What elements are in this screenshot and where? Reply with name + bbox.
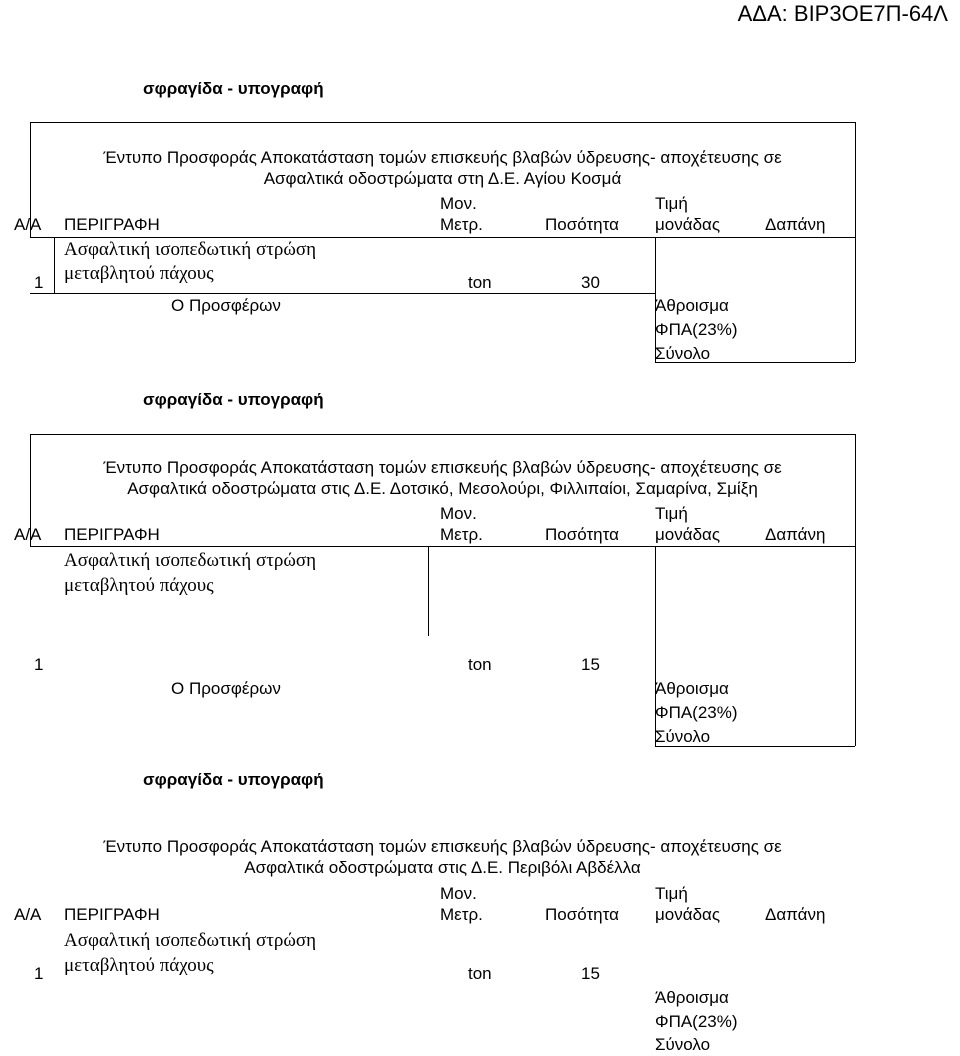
header-unit-2: Μετρ. <box>440 525 483 544</box>
item-aa: 1 <box>34 655 44 674</box>
signature-label: σφραγίδα - υπογραφή <box>143 390 324 409</box>
header-unit-2: Μετρ. <box>440 905 483 924</box>
header-description: ΠΕΡΙΓΡΑΦΗ <box>64 905 160 924</box>
bidder-label: Ο Προσφέρων <box>171 679 281 698</box>
item-quantity: 15 <box>581 964 600 983</box>
total-label: Σύνολο <box>655 727 711 746</box>
item-unit: ton <box>468 655 492 674</box>
header-aa: Α/Α <box>14 215 42 234</box>
document-id: ΑΔΑ: ΒΙΡ3ΟΕ7Π-64Λ <box>737 1 948 26</box>
header-quantity: Ποσότητα <box>545 525 619 544</box>
form-title-line-1: Έντυπο Προσφοράς Αποκατάσταση τομών επισκευής βλαβών ύδρευσης- αποχέτευσης σε <box>103 458 782 477</box>
signature-label: σφραγίδα - υπογραφή <box>143 79 324 98</box>
item-quantity: 15 <box>581 655 600 674</box>
header-price-2: μονάδας <box>655 525 721 544</box>
header-price: Τιμή <box>655 504 688 523</box>
header-price-2: μονάδας <box>655 215 721 234</box>
item-description-line-2: μεταβλητού πάχους <box>64 955 214 976</box>
signature-label: σφραγίδα - υπογραφή <box>143 770 324 789</box>
header-cost: Δαπάνη <box>765 905 826 924</box>
item-description-line-1: Ασφαλτική ισοπεδωτική στρώση <box>64 239 317 260</box>
header-aa: Α/Α <box>14 525 42 544</box>
header-cost: Δαπάνη <box>765 525 826 544</box>
total-label: Σύνολο <box>655 1035 711 1054</box>
bidder-label: Ο Προσφέρων <box>171 296 281 315</box>
header-unit: Μον. <box>440 884 477 903</box>
vat-label: ΦΠΑ(23%) <box>655 320 738 339</box>
item-unit: ton <box>468 273 492 292</box>
total-label: Σύνολο <box>655 344 711 363</box>
sum-label: Άθροισμα <box>655 296 729 315</box>
vat-label: ΦΠΑ(23%) <box>655 703 738 722</box>
header-price-2: μονάδας <box>655 905 721 924</box>
form-title-line-2: Ασφαλτικά οδοστρώματα στη Δ.Ε. Αγίου Κοσμά <box>263 169 622 188</box>
item-unit: ton <box>468 964 492 983</box>
header-price: Τιμή <box>655 884 688 903</box>
form-title-line-2: Ασφαλτικά οδοστρώματα στις Δ.Ε. Περιβόλι Αβδέλλα <box>244 858 641 877</box>
header-description: ΠΕΡΙΓΡΑΦΗ <box>64 525 160 544</box>
header-price: Τιμή <box>655 194 688 213</box>
sum-label: Άθροισμα <box>655 679 729 698</box>
header-unit-2: Μετρ. <box>440 215 483 234</box>
header-quantity: Ποσότητα <box>545 905 619 924</box>
form-title-line-1: Έντυπο Προσφοράς Αποκατάσταση τομών επισκευής βλαβών ύδρευσης- αποχέτευσης σε <box>103 148 782 167</box>
item-description-line-2: μεταβλητού πάχους <box>64 263 214 284</box>
header-quantity: Ποσότητα <box>545 215 619 234</box>
item-description-line-1: Ασφαλτική ισοπεδωτική στρώση <box>64 550 317 571</box>
header-cost: Δαπάνη <box>765 215 826 234</box>
header-aa: Α/Α <box>14 905 42 924</box>
header-unit: Μον. <box>440 194 477 213</box>
item-description-line-1: Ασφαλτική ισοπεδωτική στρώση <box>64 930 317 951</box>
item-aa: 1 <box>34 964 44 983</box>
item-description-line-2: μεταβλητού πάχους <box>64 575 214 596</box>
header-unit: Μον. <box>440 504 477 523</box>
form-title-line-2: Ασφαλτικά οδοστρώματα στις Δ.Ε. Δοτσικό, Μεσολούρι, Φιλλιπαίοι, Σαμαρίνα, Σμίξη <box>127 479 758 498</box>
sum-label: Άθροισμα <box>655 988 729 1007</box>
header-description: ΠΕΡΙΓΡΑΦΗ <box>64 215 160 234</box>
item-aa: 1 <box>34 273 44 292</box>
vat-label: ΦΠΑ(23%) <box>655 1012 738 1031</box>
form-title-line-1: Έντυπο Προσφοράς Αποκατάσταση τομών επισκευής βλαβών ύδρευσης- αποχέτευσης σε <box>103 837 782 856</box>
item-quantity: 30 <box>581 273 600 292</box>
